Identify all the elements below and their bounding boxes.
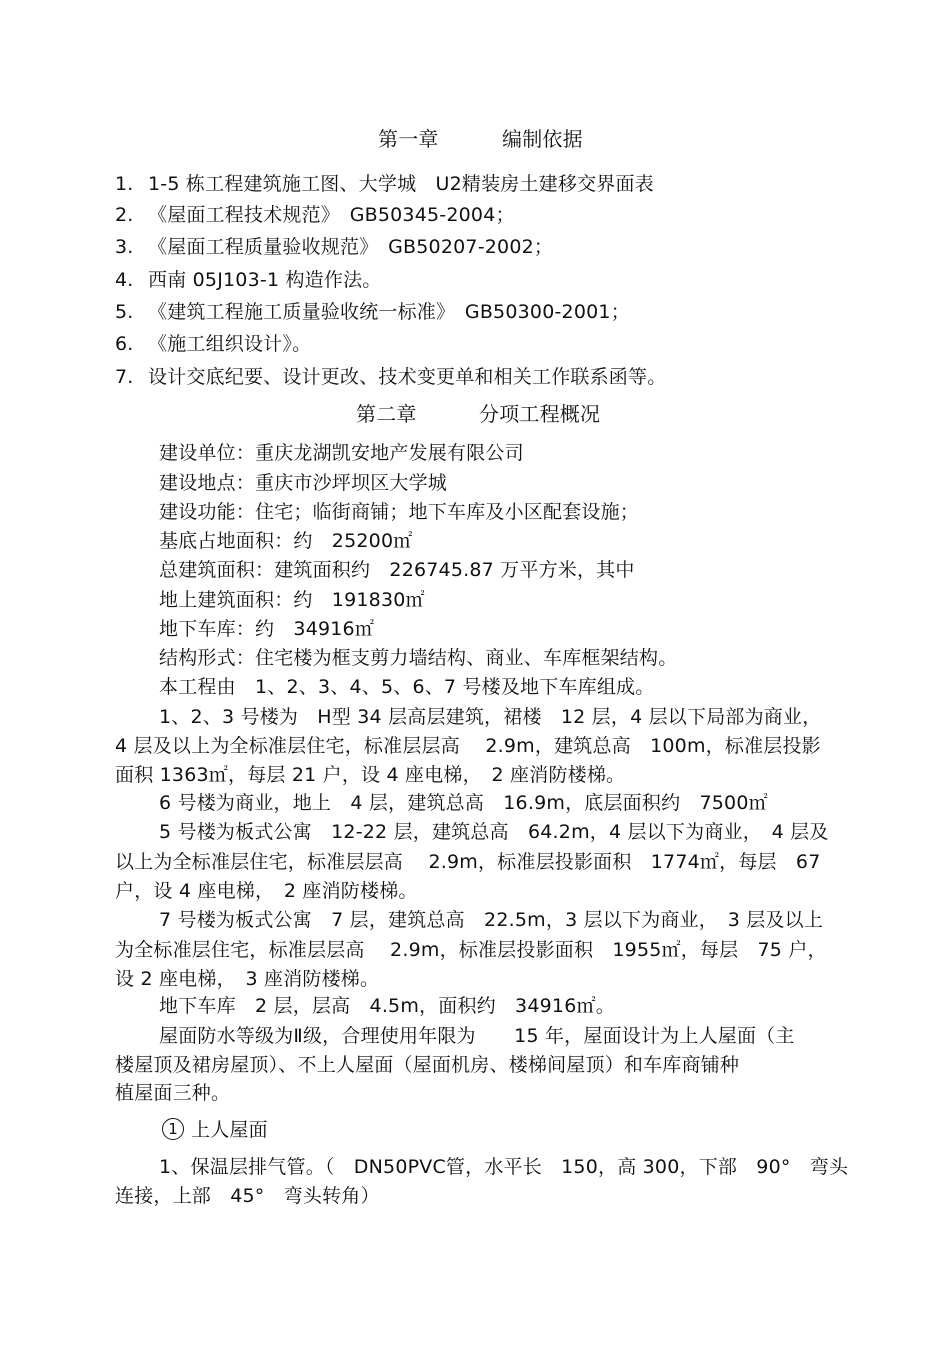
fact-line: 建设地点：重庆市沙坪坝区大学城 <box>159 472 448 494</box>
list-item-number: 6. <box>115 333 134 355</box>
paragraph-line: 连接，上部 45° 弯头转角） <box>115 1185 380 1207</box>
list-item-text: 《施工组织设计》。 <box>148 333 312 355</box>
list-item-text: 《建筑工程施工质量验收统一标准》 GB50300-2001； <box>148 301 630 323</box>
fact-line: 基底占地面积：约 25200㎡ <box>159 530 413 552</box>
fact-line: 地上建筑面积：约 191830㎡ <box>159 589 425 611</box>
chapter2-number: 第二章 <box>356 402 417 426</box>
paragraph-line: 7 号楼为板式公寓 7 层，建筑总高 22.5m，3 层以下为商业， 3 层及以上 <box>159 909 824 931</box>
list-item-number: 2. <box>115 204 134 226</box>
fact-line: 地下车库：约 34916㎡ <box>159 618 375 640</box>
chapter1-number: 第一章 <box>378 127 439 151</box>
list-item-text: 1-5 栋工程建筑施工图、大学城 U2精装房土建移交界面表 <box>148 173 654 195</box>
paragraph-line: 屋面防水等级为Ⅱ级，合理使用年限为 15 年，屋面设计为上人屋面（主 <box>159 1025 795 1047</box>
list-item-text: 设计交底纪要、设计更改、技术变更单和相关工作联系函等。 <box>148 366 667 388</box>
list-item-number: 1. <box>115 173 134 195</box>
section-title: 上人屋面 <box>191 1119 268 1141</box>
fact-line: 总建筑面积：建筑面积约 226745.87 万平方米，其中 <box>159 559 635 581</box>
paragraph-line: 设 2 座电梯， 3 座消防楼梯。 <box>115 968 380 990</box>
fact-line: 建设功能：住宅；临街商铺；地下车库及小区配套设施； <box>159 501 640 523</box>
list-item-number: 7. <box>115 366 134 388</box>
paragraph-line: 6 号楼为商业，地上 4 层，建筑总高 16.9m，底层面积约 7500㎡ <box>159 792 768 814</box>
list-item-text: 《屋面工程技术规范》 GB50345-2004； <box>148 204 515 226</box>
paragraph-line: 4 层及以上为全标准层住宅，标准层层高 2.9m，建筑总高 100m，标准层投影 <box>115 735 821 757</box>
paragraph-line: 以上为全标准层住宅，标准层层高 2.9m，标准层投影面积 1774㎡，每层 67 <box>115 851 821 873</box>
paragraph-line: 户，设 4 座电梯， 2 座消防楼梯。 <box>115 880 418 902</box>
fact-line: 结构形式：住宅楼为框支剪力墙结构、商业、车库框架结构。 <box>159 647 678 669</box>
paragraph-line: 1、保温层排气管。（ DN50PVC管，水平长 150，高 300，下部 90° 弯头 <box>159 1156 849 1178</box>
paragraph-line: 地下车库 2 层，层高 4.5m，面积约 34916㎡。 <box>159 995 615 1017</box>
paragraph-line: 1、2、3 号楼为 H型 34 层高层建筑，裙楼 12 层，4 层以下局部为商业， <box>159 706 822 728</box>
fact-line: 本工程由 1、2、3、4、5、6、7 号楼及地下车库组成。 <box>159 676 655 698</box>
chapter2-title: 分项工程概况 <box>479 402 601 426</box>
section-number-marker: 1 <box>162 1118 184 1140</box>
paragraph-line: 植屋面三种。 <box>115 1082 231 1104</box>
paragraph-line: 楼屋顶及裙房屋顶）、不上人屋面（屋面机房、楼梯间屋顶）和车库商铺种 <box>115 1054 740 1076</box>
chapter1-title: 编制依据 <box>502 127 583 151</box>
list-item-text: 《屋面工程质量验收规范》 GB50207-2002； <box>148 236 554 258</box>
list-item-number: 5. <box>115 301 134 323</box>
list-item-number: 4. <box>115 269 134 291</box>
paragraph-line: 5 号楼为板式公寓 12-22 层，建筑总高 64.2m，4 层以下为商业， 4 层及 <box>159 821 829 843</box>
list-item-number: 3. <box>115 236 134 258</box>
paragraph-line: 为全标准层住宅，标准层层高 2.9m，标准层投影面积 1955㎡，每层 75 户， <box>115 939 827 961</box>
paragraph-line: 面积 1363㎡，每层 21 户，设 4 座电梯， 2 座消防楼梯。 <box>115 764 626 786</box>
list-item-text: 西南 05J103-1 构造作法。 <box>148 269 382 291</box>
fact-line: 建设单位：重庆龙湖凯安地产发展有限公司 <box>159 442 524 464</box>
